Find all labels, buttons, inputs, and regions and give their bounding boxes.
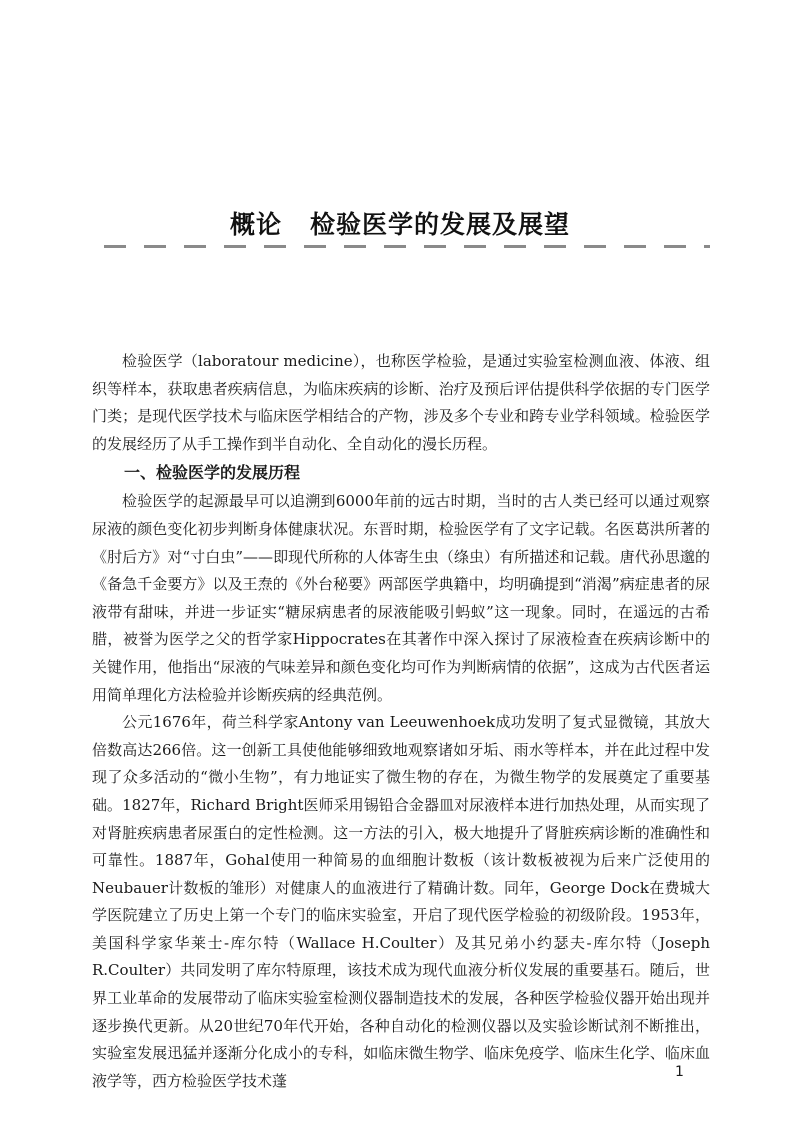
- section-paragraph-2: 公元1676年，荷兰科学家Antony van Leeuwenhoek成功发明了复式显微镜，其放大倍数高达266倍。这一创新工具使他能够细致地观察诸如牙垢、雨水等样本，并在此过程中发现了众多活动的“微小生物”，有力地证实了微生物的存在，为微生物学的发展奠定了重要基础。1827年，Richard Bright医师采用锡铅合金器皿对尿液样本进行加热处理，从而实现了对肾脏疾病患者尿蛋白的定性检测。这一方法的引入，极大地提升了肾脏疾病诊断的准确性和可靠性。1887年，Gohal使用一种简易的血细胞计数板（该计数板被视为后来广泛使用的Neubauer计数板的雏形）对健康人的血液进行了精确计数。同年，George Dock在费城大学医院建立了历史上第一个专门的临床实验室，开启了现代医学检验的初级阶段。1953年，美国科学家华莱士-库尔特（Wallace H.Coulter）及其兄弟小约瑟夫-库尔特（Joseph R.Coulter）共同发明了库尔特原理，该技术成为现代血液分析仪发展的重要基石。随后，世界工业革命的发展带动了临床实验室检测仪器制造技术的发展，各种医学检验仪器开始出现并逐步换代更新。从20世纪70年代开始，各种自动化的检测仪器以及实验诊断试剂不断推出，实验室发展迅猛并逐渐分化成小的专科，如临床微生物学、临床免疫学、临床生化学、临床血液学等，西方检验医学技术蓬: [92, 713, 710, 1090]
- chapter-title-text: 检验医学的发展及展望: [310, 210, 571, 239]
- intro-paragraph: 检验医学（laboratour medicine），也称医学检验，是通过实验室检测血液、体液、组织等样本，获取患者疾病信息，为临床疾病的诊断、治疗及预后评估提供科学依据的专门医学门类；是现代医学技术与临床医学相结合的产物，涉及多个专业和跨专业学科领域。检验医学的发展经历了从手工操作到半自动化、全自动化的漫长历程。: [92, 352, 710, 453]
- section-heading: 一、检验医学的发展历程: [124, 463, 301, 483]
- chapter-title: [0, 205, 800, 241]
- body-text: [92, 348, 710, 1095]
- section-paragraph-1: 检验医学的起源最早可以追溯到6000年前的远古时期，当时的古人类已经可以通过观察尿液的颜色变化初步判断身体健康状况。东晋时期，检验医学有了文字记载。名医葛洪所著的《肘后方》对“寸白虫”——即现代所称的人体寄生虫（绦虫）有所描述和记载。唐代孙思邈的《备急千金要方》以及王焘的《外台秘要》两部医学典籍中，均明确提到“消渴”病症患者的尿液带有甜味，并进一步证实“糖尿病患者的尿液能吸引蚂蚁”这一现象。同时，在遥远的古希腊，被誉为医学之父的哲学家Hippocrates在其著作中深入探讨了尿液检查在疾病诊断中的关键作用，他指出“尿液的气味差异和颜色变化均可作为判断病情的依据”，这成为古代医者运用简单理化方法检验并诊断疾病的经典范例。: [92, 492, 710, 704]
- page-number: 1: [675, 1064, 684, 1080]
- dashed-title-rule: [104, 245, 710, 248]
- chapter-label: 概论: [229, 210, 282, 239]
